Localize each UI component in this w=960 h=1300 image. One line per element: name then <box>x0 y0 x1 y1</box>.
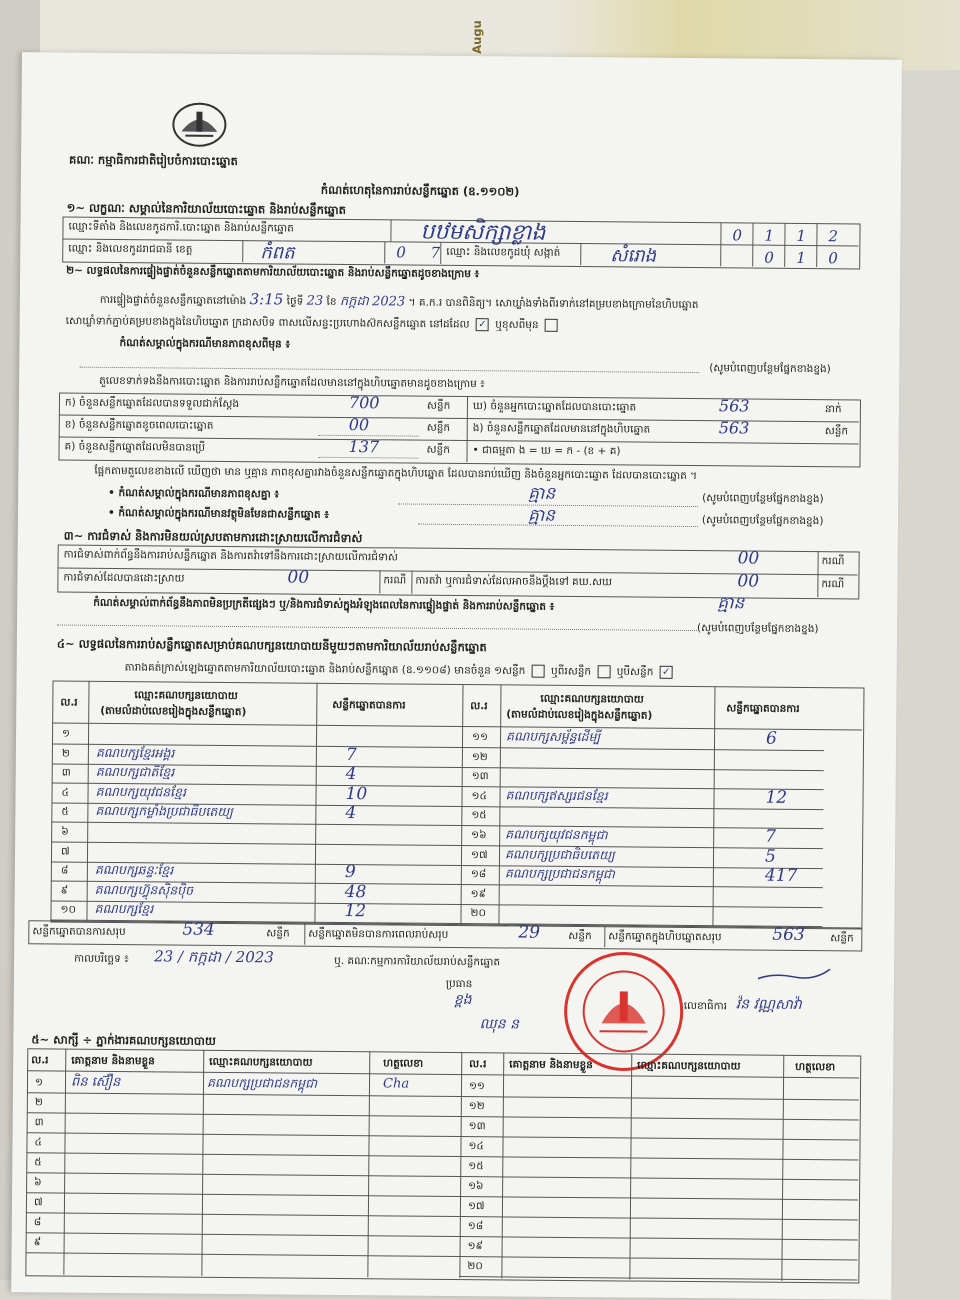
results-row-votes: 5 <box>764 846 776 867</box>
seal-text: សោឃ្លាំទាក់ភ្ជាប់គម្របខាងក្នុងនៃហិបឆ្នោត ក្រដាសបិទ ពាសលើសន្ទះប្រហោងស៊កសន្លឹកឆ្នោត នៅដដែល <box>65 315 470 331</box>
results-row-votes: 12 <box>344 901 367 922</box>
section3-note-label: កំណត់សម្គាល់ពាក់ព័ន្ធនឹងភាពមិនប្រក្រតីផ្សេងៗ ឬ/និងការជំទាស់ក្នុងអំឡុងពេលនៃការផ្ទៀងផ្ទាត់ និងការរាប់សន្លឹកឆ្នោត ៖ <box>93 596 555 613</box>
results-row-no: ៥ <box>61 805 69 818</box>
witness-row-no: ១៩ <box>467 1240 484 1253</box>
time-suffix: ។ គ.ក.រ បានពិនិត្យ។ សោឃ្លាំងទាំងពីរទាក់នៅគម្របខាងក្រោមនៃហិបឆ្នោត <box>408 296 699 312</box>
witness-row-no: ១ <box>34 1076 44 1089</box>
witness-row-no: ១៦ <box>468 1180 484 1193</box>
commune-label: ឈ្មោះ និងលេខកូដឃុំ សង្កាត់ <box>446 245 561 259</box>
results-row-no: ២០ <box>470 907 486 920</box>
results-row-no: ១០ <box>60 903 76 917</box>
objection-row1-label: ការជំទាស់ពាក់ព័ន្ធនឹងការរាប់សន្លឹកឆ្នោត និងការតវ៉ាទៅនឹងការដោះស្រាយលើការជំទាស់ <box>63 548 399 564</box>
results-row-party: គណបក្សខ្មែរ <box>94 901 154 917</box>
results-col-party-sub-left: (តាមលំដាប់លេខរៀងក្នុងសន្លឹកឆ្នោត) <box>100 704 247 719</box>
results-row-votes: 10 <box>345 783 368 804</box>
results-row-no: ៩ <box>60 884 69 897</box>
witness-col-sign-left: ហត្ថលេខា <box>383 1057 424 1070</box>
results-row-no: ១៧ <box>470 848 488 861</box>
witness-row-party: គណបក្សប្រជាជនកម្ពុជា <box>206 1074 318 1091</box>
objection-row1-value: 00 <box>737 548 760 569</box>
witness-row-no: ១២ <box>468 1100 485 1113</box>
background-corner-text: Augu <box>469 20 484 54</box>
witness-row-no: ៥ <box>34 1156 42 1169</box>
results-row-no: ១២ <box>471 750 488 763</box>
results-row-votes: 7 <box>345 744 357 765</box>
secretary-signature: ឈុន ន <box>479 1016 519 1033</box>
tally-line <box>125 661 676 681</box>
total-valid-label: សន្លឹកឆ្នោតបានការសរុប <box>32 925 126 939</box>
results-row-party: គណបក្សប្រជាធិបតេយ្យ <box>504 846 615 862</box>
form-title: កំណត់ហេតុនៃការរាប់សន្លឹកឆ្នោត (ឧ.១១០២) <box>320 182 520 199</box>
day-value: 23 <box>306 293 324 309</box>
witness-row-no: ១៨ <box>467 1220 484 1233</box>
province-code: 0 7 <box>396 243 451 262</box>
figure-right-unit: សន្លឹក <box>824 425 849 438</box>
bullet1-label: • កំណត់សម្គាល់ក្នុងករណីមានភាពខុសគ្នា ៖ <box>108 486 280 501</box>
tally-opt2: ឬពីរសន្លឹក <box>551 665 592 678</box>
results-row-party: គណបក្សជាតិខ្មែរ <box>95 764 175 780</box>
figure-left-unit: សន្លឹក <box>426 399 451 412</box>
results-row-votes: 7 <box>765 826 777 847</box>
section3-hint: (សូមបំពេញបន្ថែមផ្នែកខាងខ្នង) <box>696 622 819 636</box>
witness-row-no: ១៧ <box>467 1200 485 1213</box>
seal-changed-checkbox[interactable] <box>545 319 558 332</box>
ballot-count-form <box>11 52 902 1300</box>
results-col-no-right: ល.រ <box>470 700 488 713</box>
secretary-name: វ៉ន វណ្ណសាវ៉ា <box>735 996 802 1014</box>
station-code-2: 1 <box>764 226 775 245</box>
figure-right-value: 563 <box>718 418 750 438</box>
results-col-party-right: ឈ្មោះគណបក្សនយោបាយ <box>540 692 644 706</box>
time-line <box>100 289 699 315</box>
results-col-no-left: ល.រ <box>60 696 78 709</box>
commune-code-3: 0 <box>828 249 838 268</box>
day-label: ថ្ងៃទី <box>286 295 304 308</box>
results-row-votes: 6 <box>765 728 777 749</box>
figure-left-label: ខ) ចំនួនសន្លឹកឆ្នោតខូចពេលបោះឆ្នោត <box>64 418 214 432</box>
results-row-no: ១៣ <box>471 770 489 783</box>
results-row-party: គណបក្សហ៊្វុនស៊ិនប៉ិច <box>94 881 194 898</box>
objection-row2b-unit: ករណី <box>821 578 845 591</box>
results-row-no: ៦ <box>61 825 69 838</box>
month-value: កក្កដា <box>339 293 369 310</box>
section2-note-label: កំណត់សម្គាល់ក្នុងករណីមានភាពខុសពីមុន ៖ <box>119 337 291 351</box>
results-row-party: គណបក្សយុវជនកម្ពុជា <box>505 826 608 843</box>
section2-title: ២~ លទ្ធផលនៃការផ្ទៀងផ្ទាត់ចំនួនសន្លឹកឆ្នោតតាមការិយាល័យបោះឆ្នោត និងរាប់សន្លឹកឆ្នោតដូចខាងក្រោម ៖ <box>66 264 480 281</box>
province-name: កំពត <box>260 242 295 264</box>
results-row-no: ២ <box>61 747 70 760</box>
section1-title: ១~ លក្ខណៈ សម្គាល់នៃការិយាល័យបោះឆ្នោត និងរាប់សន្លឹកឆ្នោត <box>66 200 346 217</box>
objection-row2a-unit: ករណី <box>383 574 407 587</box>
figure-left-value: 137 <box>348 437 380 457</box>
section4-title: ៤~ លទ្ធផលនៃការរាប់សន្លឹកឆ្នោតសម្រាប់គណបក្សនយោបាយនីមួយៗតាមការិយាល័យរាប់សន្លឹកឆ្នោត <box>56 636 487 655</box>
results-col-party-left: ឈ្មោះគណបក្សនយោបាយ <box>134 689 238 703</box>
witness-col-party-left: ឈ្មោះគណបក្សនយោបាយ <box>209 1055 313 1069</box>
month-label: ខែ <box>326 295 337 308</box>
bullet1-hint: (សូមបំពេញបន្ថែមផ្នែកខាងខ្នង) <box>702 492 824 506</box>
total-invalid-value: 29 <box>518 922 541 943</box>
results-row-party: គណបក្សឥស្សរជនខ្មែរ <box>505 787 608 804</box>
witness-table <box>25 1048 861 1283</box>
bullet2-label: • កំណត់សម្គាល់ក្នុងករណីមានវត្ថុមិនមែនជាសន្លឹកឆ្នោត ៖ <box>107 506 329 521</box>
witness-row-no: ៧ <box>33 1196 43 1209</box>
witness-col-sign-right: ហត្ថលេខា <box>795 1060 836 1074</box>
results-row-no: ១ <box>62 727 71 740</box>
figure-right-unit: នាក់ <box>824 403 842 416</box>
figure-left-unit: សន្លឹក <box>426 443 450 456</box>
witness-row-no: ៨ <box>33 1216 42 1229</box>
secretary-scribble-icon <box>754 959 834 990</box>
results-row-no: ១៥ <box>471 809 487 822</box>
witness-col-name-right: គោត្តនាម និងនាមខ្លួន <box>509 1058 593 1072</box>
results-row-party: គណបក្សសម្ព័ន្ធដើម្បី <box>506 728 601 745</box>
station-name: បឋមសិក្សាខ្លាង <box>420 219 546 246</box>
witness-row-no: ១៥ <box>468 1160 484 1173</box>
results-row-no: ៣ <box>61 766 71 779</box>
results-row-party: គណបក្សកម្លាំងប្រជាធិបតេយ្យ <box>95 803 233 820</box>
seal-yes-checkbox[interactable]: ✓ <box>476 318 489 331</box>
tally-three-checkbox[interactable]: ✓ <box>660 666 673 679</box>
witness-col-no-left: ល.រ <box>31 1054 49 1067</box>
results-row-votes: 9 <box>344 862 356 883</box>
results-row-votes: 4 <box>345 803 357 824</box>
witness-col-name-left: គោត្តនាម និងនាមខ្លួន <box>71 1054 155 1068</box>
witness-col-party-right: ឈ្មោះគណបក្សនយោបាយ <box>637 1059 741 1073</box>
tally-one-checkbox[interactable] <box>532 665 545 678</box>
secretary-label: លេខាធិការ <box>683 999 728 1013</box>
total-valid-value: 534 <box>182 919 215 940</box>
nec-logo-icon <box>171 101 227 147</box>
commune-name: សំរោង <box>610 245 657 267</box>
objection-row1-unit: ករណី <box>821 555 845 568</box>
figure-left-value: 700 <box>348 393 380 413</box>
diff-line: ផ្អែកតាមតួលេខខាងលើ ឃើញថា មាន ឬគ្មាន ភាពខុសគ្នារវាងចំនួនសន្លឹកឆ្នោតក្នុងហិបឆ្នោត ដែលបានរាប់ឃើញ និងចំនួនអ្នកបោះឆ្នោត ដែលបានបោះឆ្នោត ។ <box>94 464 698 483</box>
objection-row2a-label: ការជំទាស់ដែលបានដោះស្រាយ <box>63 571 185 585</box>
total-valid-unit: សន្លឹក <box>266 927 290 940</box>
commission-label: ឬ. គណៈកម្មការការិយាល័យរាប់សន្លឹកឆ្នោត <box>334 954 501 969</box>
results-row-party: គណបក្សយុវជនខ្មែរ <box>95 783 187 800</box>
results-col-votes-right: សន្លឹកឆ្នោតបានការ <box>726 702 800 715</box>
objection-row2a-value: 00 <box>287 567 310 588</box>
station-code-4: 2 <box>828 227 839 246</box>
chair-label: ប្រធាន <box>445 977 473 991</box>
year-value: 2023 <box>372 294 406 310</box>
witness-row-sign: Cha <box>382 1076 410 1092</box>
section3-note-value: គ្មាន <box>717 593 745 614</box>
org-name: គណៈ កម្មាធិការជាតិរៀបចំការបោះឆ្នោត <box>69 152 238 169</box>
results-col-votes-left: សន្លឹកឆ្នោតបានការ <box>332 698 406 712</box>
figure-left-label: ក) ចំនួនសន្លឹកឆ្នោតដែលបានទទួលជាក់ស្តែង <box>64 396 240 411</box>
results-row-votes: 12 <box>765 787 788 808</box>
witness-row-no: ១៤ <box>468 1140 484 1153</box>
figure-right-label: ឃ) ចំនួនអ្នកបោះឆ្នោតដែលបានបោះឆ្នោត <box>472 400 637 414</box>
results-row-no: ១១ <box>472 731 489 744</box>
results-row-party: គណបក្សខ្មែរអង្គរ <box>95 744 175 761</box>
figure-right-label: ង) ចំនួនសន្លឹកឆ្នោតដែលមាននៅក្នុងហិបឆ្នោត <box>472 422 651 436</box>
figures-intro: តួលេខទាក់ទងនឹងការបោះឆ្នោត និងការរាប់សន្លឹកឆ្នោតដែលមាននៅក្នុងហិបឆ្នោតមានដូចខាងក្រោម ៖ <box>99 374 485 391</box>
results-row-votes: 417 <box>764 865 798 887</box>
witness-row-no: ២០ <box>467 1260 483 1273</box>
seal-or-text: ឬខុសពីមុន <box>495 318 539 332</box>
bullet2-hint: (សូមបំពេញបន្ថែមផ្នែកខាងខ្នង) <box>701 514 824 528</box>
witness-row-name: ពិន ស៊ឿន <box>70 1074 121 1091</box>
bullet1-value: គ្មាន <box>528 483 556 504</box>
results-row-votes: 4 <box>345 764 357 785</box>
results-col-party-sub-right: (តាមលំដាប់លេខរៀងក្នុងសន្លឹកឆ្នោត) <box>506 708 653 722</box>
results-row-party: គណបក្សប្រជាជនកម្ពុជា <box>504 865 615 882</box>
province-label: ឈ្មោះ និងលេខកូដរាជធានី ខេត្ត <box>68 242 193 256</box>
results-row-no: ៤ <box>61 786 70 799</box>
total-invalid-label: សន្លឹកឆ្នោតមិនបានការពេលរាប់សរុប <box>308 927 449 941</box>
figure-left-label: គ) ចំនួនសន្លឹកឆ្នោតដែលមិនបានប្រើ <box>64 440 206 454</box>
witness-row-no: ១៣ <box>468 1120 486 1133</box>
witness-row-no: ៩ <box>33 1236 42 1249</box>
commune-code-1: 0 <box>764 248 774 267</box>
total-invalid-unit: សន្លឹក <box>568 929 592 943</box>
station-label: ឈ្មោះទីតាំង និងលេខកូដការិ.បោះឆ្នោត និងរាប់សន្លឹកឆ្នោត <box>68 220 294 235</box>
results-row-no: ៧ <box>60 845 70 858</box>
figure-left-value: 00 <box>348 415 370 435</box>
witness-row-no: ៤ <box>34 1136 42 1149</box>
section5-title: ៥~ សាក្សី ÷ ភ្នាក់ងារគណបក្សនយោបាយ <box>31 1032 216 1048</box>
figure-right-value: 563 <box>718 396 750 416</box>
objection-row2b-value: 00 <box>737 571 760 592</box>
date-label: កាលបរិច្ឆេទ ៖ <box>74 952 129 966</box>
seal-line <box>66 315 561 335</box>
tally-two-checkbox[interactable] <box>597 665 610 678</box>
station-code-1: 0 <box>732 226 743 245</box>
time-prefix: ការផ្ទៀងផ្ទាត់ចំនួនសន្លឹកឆ្នោតនៅម៉ោង <box>99 293 247 308</box>
results-row-no: ១៩ <box>470 887 487 901</box>
total-box-label: សន្លឹកឆ្នោតក្នុងហិបឆ្នោតសរុប <box>608 930 722 944</box>
chair-signature: ខ្ពង <box>453 991 472 1009</box>
bullet2-value: គ្មាន <box>527 505 556 526</box>
results-row-no: ១៤ <box>471 789 487 803</box>
date-value: 23 / កក្កដា / 2023 <box>154 947 274 967</box>
tally-text: តារាងគត់ក្រាស់ឡេងឆ្នោតតាមការិយាល័យបោះឆ្នោត និងរាប់សន្លឹកឆ្នោត (ឧ.១១០៨) មានចំនួន ១សន្លឹក <box>124 661 526 678</box>
results-row-no: ១៦ <box>471 829 487 842</box>
witness-row-no: ៣ <box>34 1116 44 1129</box>
witness-row-no: ១១ <box>468 1080 485 1093</box>
results-row-no: ៨ <box>60 864 69 877</box>
results-row-party: គណបក្សឆន្ទៈខ្មែរ <box>94 862 174 878</box>
witness-row-no: ២ <box>34 1096 43 1109</box>
section3-title: ៣~ ការជំទាស់ និងការមិនយល់ស្របតាមការដោះស្រាយលើការជំទាស់ <box>63 528 363 546</box>
section2-note-hint: (សូមបំពេញបន្ថែមផ្នែកខាងខ្នង) <box>709 362 831 376</box>
total-box-unit: សន្លឹក <box>830 932 854 945</box>
tally-opt3: ឬបីសន្លឹក <box>616 665 654 679</box>
objection-row2b-label: ការតវ៉ា ឬការជំទាស់ដែលអាចនឹងប្តឹងទៅ គឃ.សឃ <box>415 574 613 589</box>
results-row-no: ១៨ <box>470 868 487 881</box>
time-value: 3:15 <box>249 290 284 309</box>
results-row-votes: 48 <box>344 881 367 902</box>
total-box-value: 563 <box>772 924 805 946</box>
witness-col-no-right: ល.រ <box>469 1058 487 1071</box>
witness-row-no: ៦ <box>34 1176 42 1189</box>
figure-left-unit: សន្លឹក <box>426 421 451 434</box>
station-code-3: 1 <box>796 226 807 246</box>
commune-code-2: 1 <box>796 248 806 268</box>
figure-right-label: • ជាធម្មតា ង = ឃ = ក - (ខ + គ) <box>472 444 621 458</box>
